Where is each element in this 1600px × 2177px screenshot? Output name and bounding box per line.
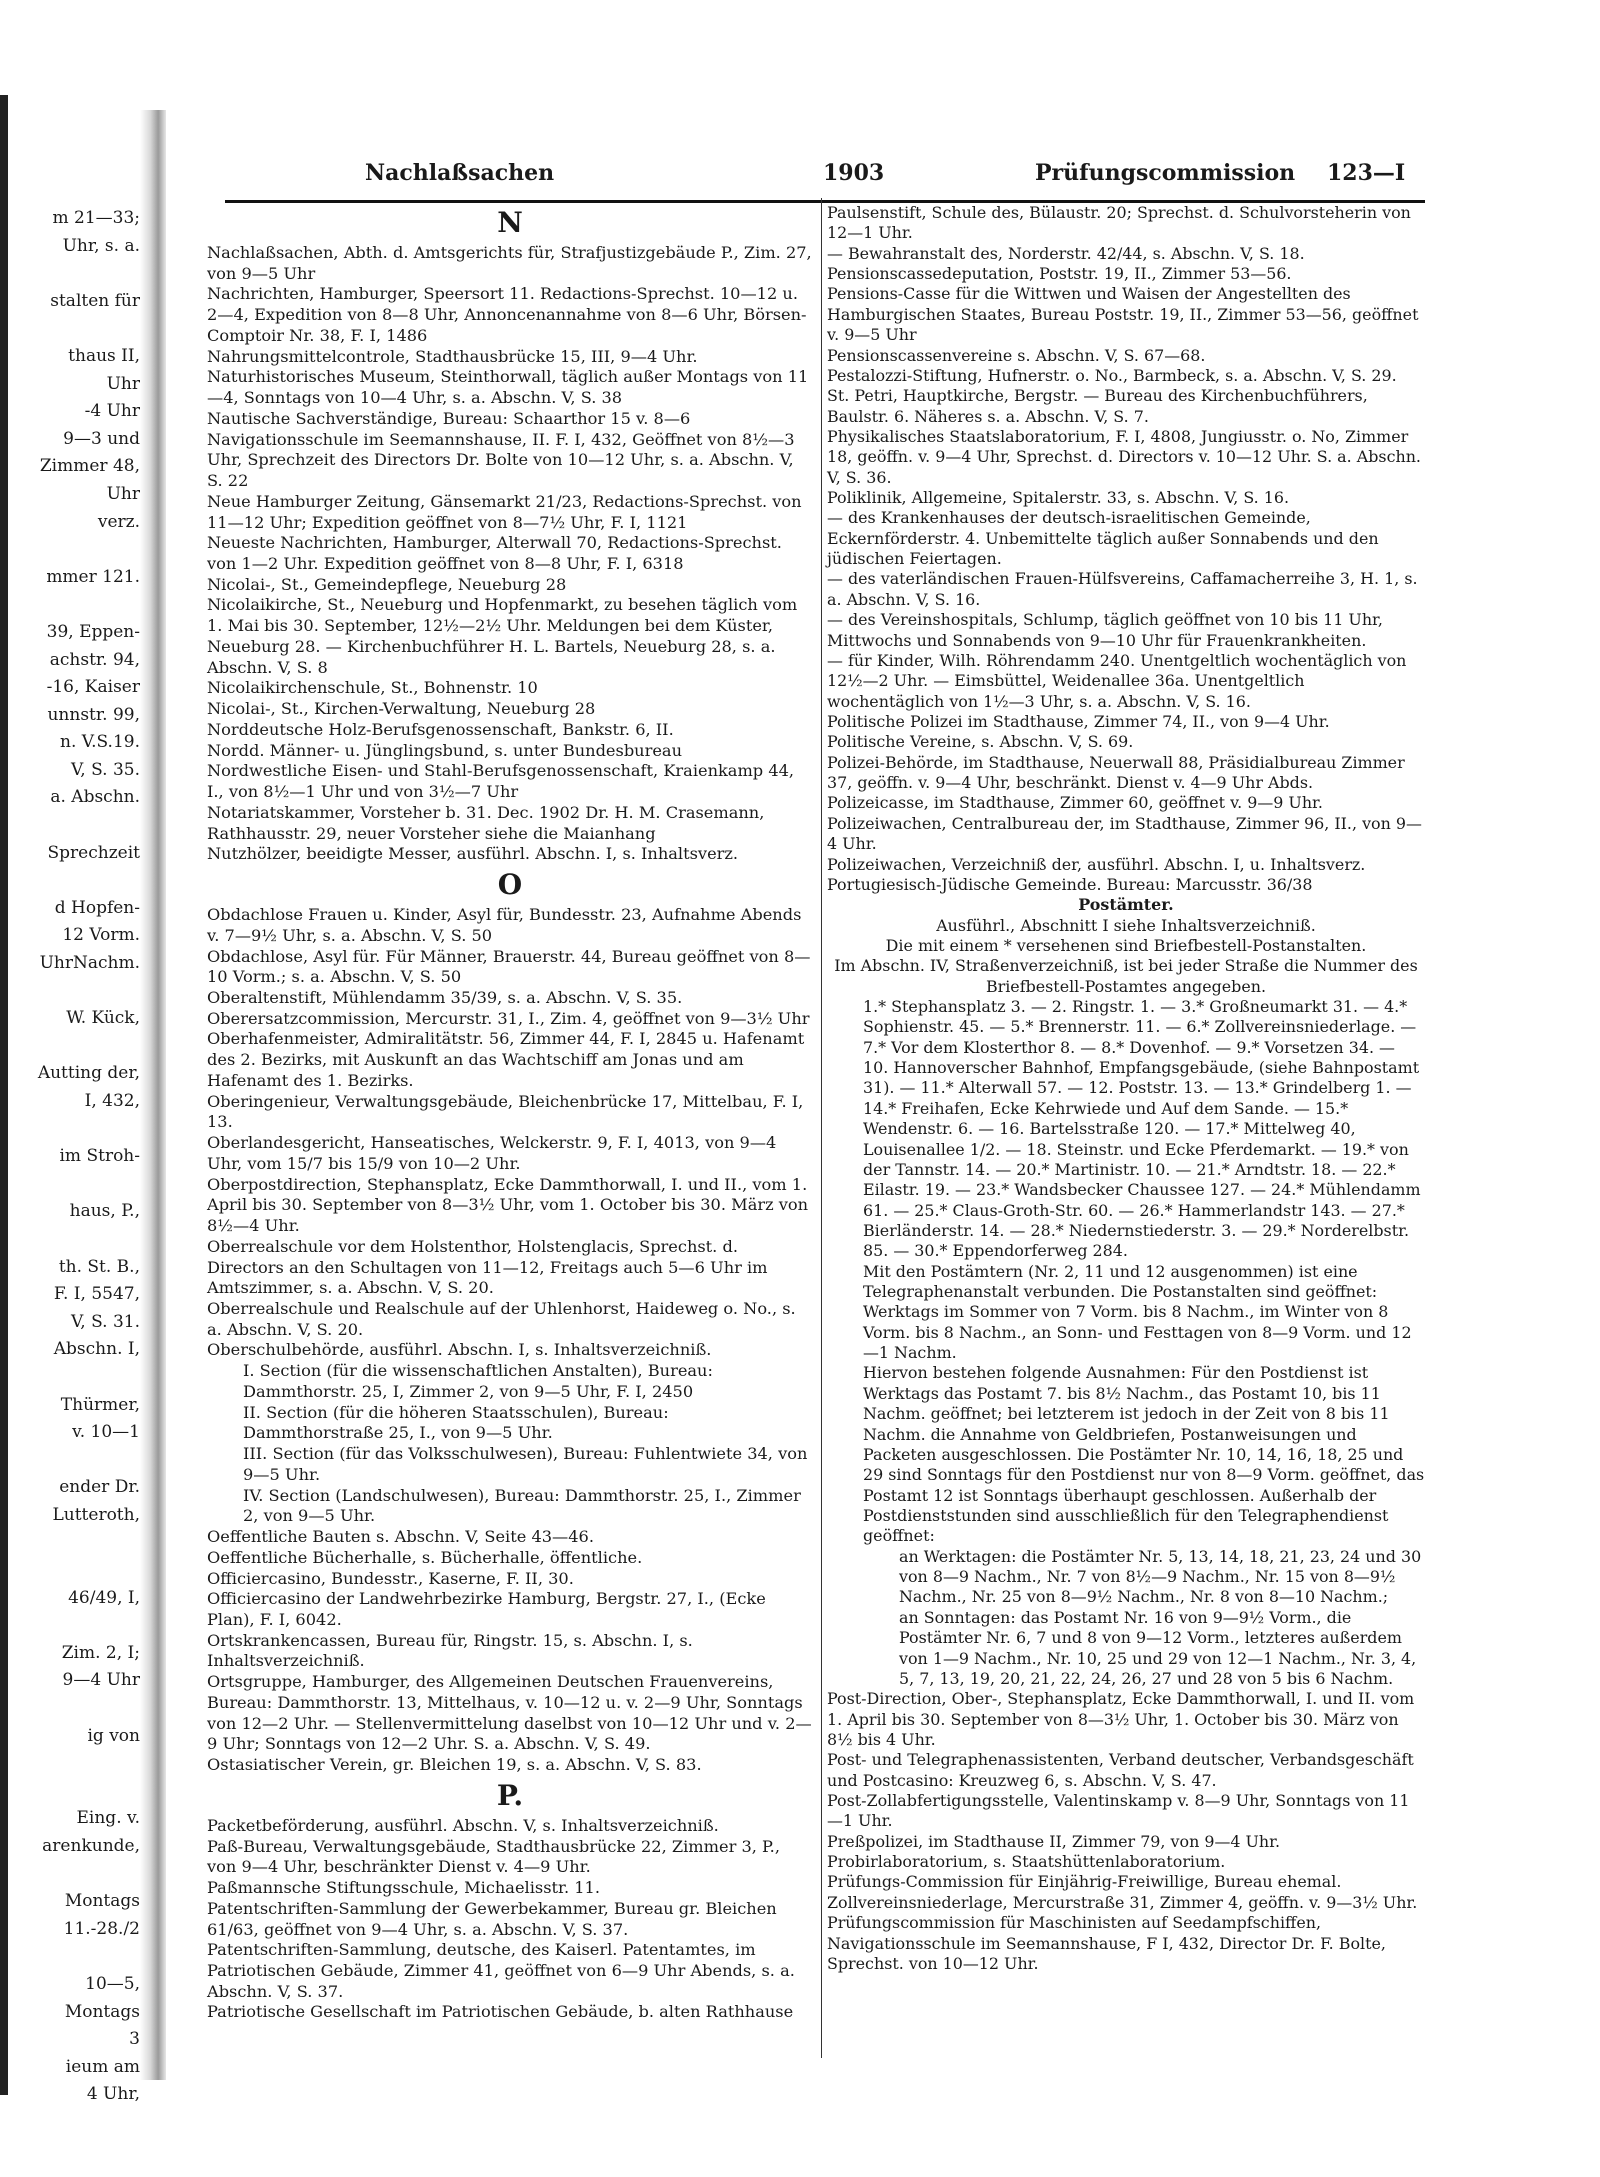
directory-entry: St. Petri, Hauptkirche, Bergstr. — Bureau des Kirchenbuchführers, Baulstr. 6. Näheres s. a. Abschn. V, S. 7. xyxy=(827,386,1368,426)
directory-entry: Oberingenieur, Verwaltungsgebäude, Bleichenbrücke 17, Mittelbau, F. I, 13. xyxy=(207,1091,804,1132)
directory-entry: Nordwestliche Eisen- und Stahl-Berufsgenossenschaft, Kraienkamp 44, I., von 8½—1 Uhr und von 3½—7 Uhr xyxy=(207,761,795,802)
margin-line: ieum am xyxy=(65,2056,140,2077)
margin-line: haus, P., xyxy=(69,1201,140,1222)
section-letter: P. xyxy=(496,1778,524,1812)
directory-entry: Physikalisches Staatslaboratorium, F. I, 4808, Jungiusstr. o. No, Zimmer 18, geöffn. v. 9—4 Uhr, Sprechst. d. Directors v. 10—12 Uhr. S. a. Abschn. V, S. 36. xyxy=(827,426,1421,487)
section-letter: O xyxy=(497,868,523,902)
margin-line xyxy=(8,1033,140,1061)
directory-entry: Officiercasino der Landwehrbezirke Hamburg, Bergstr. 27, I., (Ecke Plan), F. I, 6042. xyxy=(207,1589,766,1629)
margin-line: UhrNachm. xyxy=(39,953,140,974)
directory-entry: Oberlandesgericht, Hanseatisches, Welckerstr. 9, F. I, 4013, von 9—4 Uhr, vom 15/7 bis 15/9 von 10—2 Uhr. xyxy=(207,1133,777,1173)
directory-entry: Nicolai-, St., Gemeindepflege, Neueburg 28 xyxy=(207,574,567,594)
margin-line: Zimmer 48, xyxy=(39,456,140,477)
margin-line xyxy=(8,1447,140,1475)
directory-entry: Paßmannsche Stiftungsschule, Michaelisstr. 11. xyxy=(207,1878,601,1898)
directory-entry: Officiercasino, Bundesstr., Kaserne, F. II, 30. xyxy=(207,1568,574,1588)
margin-line: 3 xyxy=(129,2029,140,2050)
directory-entry: Norddeutsche Holz-Berufsgenossenschaft, Bankstr. 6, II. xyxy=(207,719,674,739)
directory-entry: Probirlaboratorium, s. Staatshüttenlaboratorium. xyxy=(827,1852,1226,1872)
section-note: Im Abschn. IV, Straßenverzeichniß, ist bei jeder Straße die Nummer des Briefbestell-Postamtes angegeben. xyxy=(834,956,1418,996)
margin-line: I, 432, xyxy=(84,1091,140,1111)
margin-line: achstr. 94, xyxy=(49,649,140,670)
margin-line xyxy=(8,260,140,288)
margin-line xyxy=(8,536,140,564)
gutter-shadow xyxy=(0,95,8,2095)
margin-line xyxy=(8,1778,140,1806)
directory-entry: Nicolai-, St., Kirchen-Verwaltung, Neueburg 28 xyxy=(207,699,596,719)
header-right-keyword: Prüfungscommission xyxy=(1035,160,1296,186)
directory-entry: Packetbeförderung, ausführl. Abschn. V, s. Inhaltsverzeichniß. xyxy=(207,1815,719,1835)
directory-entry: Nautische Sachverständige, Bureau: Schaarthor 15 v. 8—6 xyxy=(207,408,691,428)
margin-line: 10—5, xyxy=(85,1974,140,1994)
margin-line: Montags xyxy=(64,2001,140,2022)
directory-entry: Polizeiwachen, Centralbureau der, im Stadthause, Zimmer 96, II., von 9—4 Uhr. xyxy=(827,813,1422,854)
sub-entry: an Sonntagen: das Postamt Nr. 16 von 9—9½ Vorm., die Postämter Nr. 6, 7 und 8 von 9—12 Vorm., letzteres außerdem von 1—9 Nachm., Nr. 10, 25 und 29 von 12—1 Nachm., Nr. 3, 4, 5, 7, 13, 19, 20, 21, 22, 24, 26, 27 und 28 von 5 bis 6 Nachm. xyxy=(899,1607,1417,1688)
directory-entry: — des vaterländischen Frauen-Hülfsvereins, Caffamacherreihe 3, H. 1, s. a. Abschn. V, S. 16. xyxy=(827,569,1418,609)
margin-line: Uhr xyxy=(106,483,140,504)
directory-entry: — des Vereinshospitals, Schlump, täglich geöffnet von 10 bis 11 Uhr, Mittwochs und Sonnabends von 9—10 Uhr für Frauenkrankheiten. xyxy=(827,610,1383,650)
directory-entry: Pestalozzi-Stiftung, Hufnerstr. o. No., Barmbeck, s. a. Abschn. V, S. 29. xyxy=(827,365,1397,385)
directory-entry: Pensionscassedeputation, Poststr. 19, II., Zimmer 53—56. xyxy=(827,264,1292,284)
margin-line xyxy=(8,2109,140,2137)
margin-line: 39, Eppen- xyxy=(46,621,140,642)
directory-entry: — Bewahranstalt des, Norderstr. 42/44, s. Abschn. V, S. 18. xyxy=(827,243,1305,263)
directory-entry: Politische Polizei im Stadthause, Zimmer 74, II., von 9—4 Uhr. xyxy=(827,711,1330,731)
directory-entry: Post-Direction, Ober-, Stephansplatz, Ecke Dammthorwall, I. und II. vom 1. April bis 30. September von 8—3½ Uhr, 1. October bis 30. März von 8½ bis 4 Uhr. xyxy=(827,1689,1415,1749)
directory-entry: Paß-Bureau, Verwaltungsgebäude, Stadthausbrücke 22, Zimmer 3, P., von 9—4 Uhr, beschränkter Dienst v. 4—9 Uhr. xyxy=(207,1836,780,1877)
margin-line: unnstr. 99, xyxy=(47,704,140,725)
margin-line: ig von xyxy=(87,1725,140,1746)
margin-line: v. 10—1 xyxy=(72,1422,140,1443)
sub-entry: I. Section (für die wissenschaftlichen Anstalten), Bureau: Dammthorstr. 25, I, Zimmer 2, von 9—5 Uhr, F. I, 2450 xyxy=(243,1361,713,1401)
margin-line xyxy=(8,812,140,840)
margin-line: Autting der, xyxy=(37,1063,140,1084)
margin-line: n. V.S.19. xyxy=(60,732,140,753)
margin-line: 11.-28./2 xyxy=(63,1918,140,1939)
margin-line xyxy=(8,1750,140,1778)
margin-line: Uhr, s. a. xyxy=(62,235,140,256)
directory-entry: Naturhistorisches Museum, Steinthorwall, täglich außer Montags von 11—4, Sonntags von 10—4 Uhr, s. a. Abschn. V, S. 38 xyxy=(207,367,809,408)
margin-line: Lutteroth, xyxy=(52,1504,140,1525)
margin-line xyxy=(8,1557,140,1585)
directory-entry: Nicolaikirchenschule, St., Bohnenstr. 10 xyxy=(207,678,538,698)
directory-page xyxy=(185,150,1425,2070)
margin-line: ender Dr. xyxy=(59,1477,140,1498)
directory-entry: Patentschriften-Sammlung der Gewerbekammer, Bureau gr. Bleichen 61/63, geöffnet von 9—4 Uhr, s. a. Abschn. V, S. 37. xyxy=(207,1898,777,1939)
margin-line: mmer 121. xyxy=(46,566,140,587)
margin-line: th. St. B., xyxy=(58,1256,140,1277)
sub-entry: 1.* Stephansplatz 3. — 2. Ringstr. 1. — 3.* Großneumarkt 31. — 4.* Sophienstr. 45. — 5.* Brennerstr. 11. — 6.* Zollvereinsniederlage. — 7.* Vor dem Klosterthor 8. — 8.* Dovenhof. — 9.* Vorsetzen 34. — 10. Hannoverscher Bahnhof, Empfangsgebäude, (siehe Bahnpostamt 31). — 11.* Alterwall 57. — 12. Poststr. 13. — 13.* Grindelberg 1. — 14.* Freihafen, Ecke Kehrwiede und Auf dem Sande. — 15.* Wendenstr. 6. — 16. Bartelsstraße 120. — 17.* Mittelweg 40, Louisenallee 1/2. — 18. Steinstr. und Ecke Pferdemarkt. — 19.* von der Tannstr. 14. — 20.* Martinistr. 10. — 21.* Arndtstr. 18. — 22.* Eilastr. 19. — 23.* Wandsbecker Chaussee 127. — 24.* Mühlendamm 61. — 25.* Claus-Groth-Str. 60. — 26.* Hammerlandstr 143. — 27.* Bierländerstr. 14. — 28.* Niedernstiederstr. 3. — 29.* Norderelbstr. 85. — 30.* Eppendorferweg 284. xyxy=(863,997,1421,1261)
directory-entry: Post-Zollabfertigungsstelle, Valentinskamp v. 8—9 Uhr, Sonntags von 11—1 Uhr. xyxy=(827,1791,1410,1831)
directory-entry: Obdachlose Frauen u. Kinder, Asyl für, Bundesstr. 23, Aufnahme Abends v. 7—9½ Uhr, s. a. Abschn. V, S. 50 xyxy=(207,905,802,945)
directory-entry: Navigationsschule im Seemannshause, II. F. I, 432, Geöffnet von 8½—3 Uhr, Sprechzeit des Directors Dr. Bolte von 10—12 Uhr, s. a. Abschn. V, S. 22 xyxy=(207,429,795,491)
section-letter: N xyxy=(497,206,523,239)
directory-entry: Patriotische Gesellschaft im Patriotischen Gebäude, b. alten Rathhause xyxy=(207,2002,794,2022)
margin-line xyxy=(8,978,140,1006)
margin-line: m 21—33; xyxy=(52,208,140,228)
directory-entry: Oeffentliche Bücherhalle, s. Bücherhalle, öffentliche. xyxy=(207,1547,643,1567)
margin-line xyxy=(8,1943,140,1971)
directory-entry: Oberersatzcommission, Mercurstr. 31, I., Zim. 4, geöffnet von 9—3½ Uhr xyxy=(207,1008,810,1028)
sub-entry: Mit den Postämtern (Nr. 2, 11 und 12 ausgenommen) ist eine Telegraphenanstalt verbunden. Die Postanstalten sind geöffnet: Werktags im Sommer von 7 Vorm. bis 8 Nachm., im Winter von 8 Vorm. bis 8 Nachm., an Sonn- und Festtagen von 8—9 Vorm. und 12—1 Nachm. xyxy=(863,1261,1412,1363)
margin-line xyxy=(8,591,140,619)
margin-line: Eing. v. xyxy=(76,1808,140,1829)
margin-line: Abschn. I, xyxy=(53,1339,140,1360)
margin-line xyxy=(8,1695,140,1723)
margin-line: 12 Vorm. xyxy=(62,925,140,946)
margin-line xyxy=(8,2137,140,2165)
margin-line: 4 Uhr, xyxy=(86,2084,140,2105)
sub-entry: IV. Section (Landschulwesen), Bureau: Dammthorstr. 25, I., Zimmer 2, von 9—5 Uhr. xyxy=(243,1485,801,1526)
book-gutter xyxy=(0,0,180,2177)
directory-entry: Oberrealschule vor dem Holstenthor, Holstenglacis, Sprechst. d. Directors an den Schultagen von 11—12, Freitags auch 5—6 Uhr im Amtszimmer, s. a. Abschn. V, S. 20. xyxy=(207,1236,768,1298)
directory-entry: Post- und Telegraphenassistenten, Verband deutscher, Verbandsgeschäft und Postcasino: Kreuzweg 6, s. Abschn. V, S. 47. xyxy=(827,1750,1414,1790)
margin-line: thaus II, xyxy=(68,345,140,366)
directory-entry: Portugiesisch-Jüdische Gemeinde. Bureau: Marcusstr. 36/38 xyxy=(827,874,1313,894)
margin-line: 46/49, I, xyxy=(68,1587,140,1608)
margin-line: Thürmer, xyxy=(60,1394,140,1415)
running-header xyxy=(205,160,1425,196)
directory-entry: Polizeiwachen, Verzeichniß der, ausführl. Abschn. I, u. Inhaltsverz. xyxy=(827,854,1366,874)
margin-line: d Hopfen- xyxy=(54,897,140,918)
directory-entry: Nachlaßsachen, Abth. d. Amtsgerichts für, Strafjustizgebäude P., Zim. 27, von 9—5 Uhr xyxy=(207,243,812,283)
directory-entry: Nicolaikirche, St., Neueburg und Hopfenmarkt, zu besehen täglich vom 1. Mai bis 30. September, 12½—2½ Uhr. Meldungen bei dem Küster, Neueburg 28. — Kirchenbuchführer H. L. Bartels, Neueburg 28, s. a. Abschn. V, S. 8 xyxy=(207,595,798,677)
margin-line: -4 Uhr xyxy=(84,401,140,422)
margin-line xyxy=(8,1226,140,1254)
margin-line: 9—4 Uhr xyxy=(62,1670,140,1691)
directory-entry: Oberpostdirection, Stephansplatz, Ecke Dammthorwall, I. und II., vom 1. April bis 30. September von 8—3½ Uhr, vom 1. October bis 30. März von 8½—4 Uhr. xyxy=(207,1174,809,1236)
section-note: Ausführl., Abschnitt I siehe Inhaltsverzeichniß. xyxy=(936,915,1316,935)
directory-entry: Polizei-Behörde, im Stadthause, Neuerwall 88, Präsidialbureau Zimmer 37, geöffn. v. 9—4 Uhr, beschränkt. Dienst v. 4—9 Uhr Abds. xyxy=(827,752,1405,793)
margin-line: F. I, 5547, xyxy=(53,1284,140,1305)
margin-line xyxy=(8,1171,140,1199)
sub-entry: an Werktagen: die Postämter Nr. 5, 13, 14, 18, 21, 23, 24 und 30 von 8—9 Nachm., Nr. 7 von 8½—9 Nachm., Nr. 15 von 8—9½ Nachm., Nr. 25 von 8—9½ Nachm., Nr. 8 von 8—10 Nachm.; xyxy=(899,1546,1422,1607)
sub-entry: Hiervon bestehen folgende Ausnahmen: Für den Postdienst ist Werktags das Postamt 7. bis 8½ Nachm., das Postamt 10, bis 11 Nachm. geöffnet; bei letzterem ist jedoch in der Zeit von 8 bis 11 Nachm. die Annahme von Geldbriefen, Postanweisungen und Packeten ausgeschlossen. Die Postämter Nr. 10, 14, 16, 18, 25 und 29 sind Sonntags für den Postdienst nur von 8—9 Vorm. geöffnet, das Postamt 12 ist Sonntags überhaupt geschlossen. Außerhalb der Postdienststunden sind ausschließlich für den Telegraphendienst geöffnet: xyxy=(863,1363,1425,1546)
margin-line xyxy=(8,1364,140,1392)
margin-line: a. Abschn. xyxy=(50,787,140,808)
directory-entry: Prüfungs-Commission für Einjährig-Freiwillige, Bureau ehemal. Zollvereinsniederlage, Mercurstraße 31, Zimmer 4, geöffn. v. 9—3½ Uhr. xyxy=(827,1872,1418,1912)
directory-entry: Politische Vereine, s. Abschn. V, S. 69. xyxy=(827,732,1134,752)
margin-line: Sprechzeit xyxy=(47,842,140,863)
directory-entry: Neueste Nachrichten, Hamburger, Alterwall 70, Redactions-Sprechst. von 1—2 Uhr. Expedition geöffnet von 8—8 Uhr, F. I, 6318 xyxy=(207,533,782,574)
directory-entry: Oberrealschule und Realschule auf der Uhlenhorst, Haideweg o. No., s. a. Abschn. V, S. 20. xyxy=(207,1298,796,1339)
directory-entry: Ostasiatischer Verein, gr. Bleichen 19, s. a. Abschn. V, S. 83. xyxy=(207,1755,702,1775)
directory-entry: Poliklinik, Allgemeine, Spitalerstr. 33, s. Abschn. V, S. 16. xyxy=(827,488,1290,508)
margin-line: V, S. 35. xyxy=(71,759,140,780)
margin-line: im Stroh- xyxy=(59,1146,140,1167)
margin-line: Uhr xyxy=(106,373,140,394)
margin-line: arenkunde, xyxy=(42,1836,140,1857)
margin-line: 9—3 und xyxy=(63,428,140,449)
directory-entry: Oeffentliche Bauten s. Abschn. V, Seite 43—46. xyxy=(207,1527,594,1547)
directory-entry: Nahrungsmittelcontrole, Stadthausbrücke 15, III, 9—4 Uhr. xyxy=(207,346,698,366)
margin-line xyxy=(8,1116,140,1144)
margin-line xyxy=(8,867,140,895)
margin-line xyxy=(8,1530,140,1558)
directory-entry: Pensionscassenvereine s. Abschn. V, S. 67—68. xyxy=(827,345,1206,365)
directory-entry: — des Krankenhauses der deutsch-israelitischen Gemeinde, Eckernförderstr. 4. Unbemittelte täglich außer Sonnabends und den jüdischen Feiertagen. xyxy=(827,508,1379,569)
directory-entry: Pensions-Casse für die Wittwen und Waisen der Angestellten des Hamburgischen Staates, Bureau Poststr. 19, II., Zimmer 53—56, geöffnet v. 9—5 Uhr xyxy=(827,284,1419,345)
directory-entry: Patentschriften-Sammlung, deutsche, des Kaiserl. Patentamtes, im Patriotischen Gebäude, Zimmer 41, geöffnet von 6—9 Uhr Abends, s. a. Abschn. V, S. 37. xyxy=(207,1940,795,2001)
column-right xyxy=(827,203,1425,1974)
sub-entry: II. Section (für die höheren Staatsschulen), Bureau: Dammthorstraße 25, I., von 9—5 Uhr. xyxy=(243,1402,669,1443)
directory-entry: Nachrichten, Hamburger, Speersort 11. Redactions-Sprechst. 10—12 u. 2—4, Expedition von 8—8 Uhr, Annoncenannahme von 8—6 Uhr, Börsen-Comptoir Nr. 38, F. I, 1486 xyxy=(207,284,807,345)
section-heading: Postämter. xyxy=(1078,895,1174,915)
directory-entry: Oberschulbehörde, ausführl. Abschn. I, s. Inhaltsverzeichniß. xyxy=(207,1340,712,1360)
section-note: Die mit einem * versehenen sind Briefbestell-Postanstalten. xyxy=(885,935,1367,955)
header-page-number: 123—I xyxy=(1327,160,1406,186)
directory-entry: Notariatskammer, Vorsteher b. 31. Dec. 1902 Dr. H. M. Crasemann, Rathhausstr. 29, neuer Vorsteher siehe die Maianhang xyxy=(207,802,765,843)
directory-entry: Oberaltenstift, Mühlendamm 35/39, s. a. Abschn. V, S. 35. xyxy=(207,987,683,1007)
margin-line: -16, Kaiser xyxy=(46,677,140,698)
margin-line xyxy=(8,1612,140,1640)
directory-entry: Nordd. Männer- u. Jünglingsbund, s. unter Bundesbureau xyxy=(207,740,683,760)
gutter-fold xyxy=(140,110,166,2080)
directory-entry: Oberhafenmeister, Admiralitätstr. 56, Zimmer 44, F. I, 2845 u. Hafenamt des 2. Bezirks, mit Auskunft an das Wachtschiff am Jonas und am Hafenamt des 1. Bezirks. xyxy=(207,1029,805,1090)
margin-line: Montags xyxy=(64,1891,140,1912)
directory-entry: Preßpolizei, im Stadthause II, Zimmer 79, von 9—4 Uhr. xyxy=(827,1831,1281,1851)
directory-entry: Obdachlose, Asyl für. Für Männer, Brauerstr. 44, Bureau geöffnet von 8—10 Vorm.; s. a. Abschn. V, S. 50 xyxy=(207,946,811,987)
margin-line: W. Kück, xyxy=(66,1008,140,1029)
directory-entry: Prüfungscommission für Maschinisten auf Seedampfschiffen, Navigationsschule im Seemannshause, F I, 432, Director Dr. F. Bolte, Sprechst. von 10—12 Uhr. xyxy=(827,1913,1386,1973)
header-year: 1903 xyxy=(823,160,885,186)
column-left xyxy=(207,203,813,2023)
directory-entry: Paulsenstift, Schule des, Bülaustr. 20; Sprechst. d. Schulvorsteherin von 12—1 Uhr. xyxy=(827,203,1411,243)
directory-entry: Ortskrankencassen, Bureau für, Ringstr. 15, s. Abschn. I, s. Inhaltsverzeichniß. xyxy=(207,1630,693,1671)
margin-line: V, S. 31. xyxy=(71,1311,140,1332)
directory-entry: Ortsgruppe, Hamburger, des Allgemeinen Deutschen Frauenvereins, Bureau: Dammthorstr. 13, Mittelhaus, v. 10—12 u. v. 2—9 Uhr, Sonntags von 12—2 Uhr. — Stellenvermittelung daselbst von 10—12 Uhr und v. 2—9 Uhr; Sonntags von 12—2 Uhr. S. a. Abschn. V, S. 49. xyxy=(207,1672,812,1754)
directory-entry: Nutzhölzer, beeidigte Messer, ausführl. Abschn. I, s. Inhaltsverz. xyxy=(207,844,739,864)
margin-line: stalten für xyxy=(50,290,140,311)
margin-line xyxy=(8,1861,140,1889)
margin-line: verz. xyxy=(97,511,140,532)
column-separator xyxy=(821,198,822,2058)
directory-entry: Polizeicasse, im Stadthause, Zimmer 60, geöffnet v. 9—9 Uhr. xyxy=(827,793,1323,813)
margin-line: Zim. 2, I; xyxy=(61,1642,140,1663)
directory-entry: — für Kinder, Wilh. Röhrendamm 240. Unentgeltlich wochentäglich von 12½—2 Uhr. — Eimsbüttel, Weidenallee 36a. Unentgeltlich wochentäglich von 1½—3 Uhr, s. a. Abschn. V, S. 16. xyxy=(827,650,1407,711)
header-left-keyword: Nachlaßsachen xyxy=(365,160,555,186)
margin-line xyxy=(8,315,140,343)
directory-entry: Neue Hamburger Zeitung, Gänsemarkt 21/23, Redactions-Sprechst. von 11—12 Uhr; Expedition geöffnet von 8—7½ Uhr, F. I, 1121 xyxy=(207,491,802,532)
left-page-fragment xyxy=(8,205,140,2164)
sub-entry: III. Section (für das Volksschulwesen), Bureau: Fuhlentwiete 34, von 9—5 Uhr. xyxy=(243,1444,808,1484)
